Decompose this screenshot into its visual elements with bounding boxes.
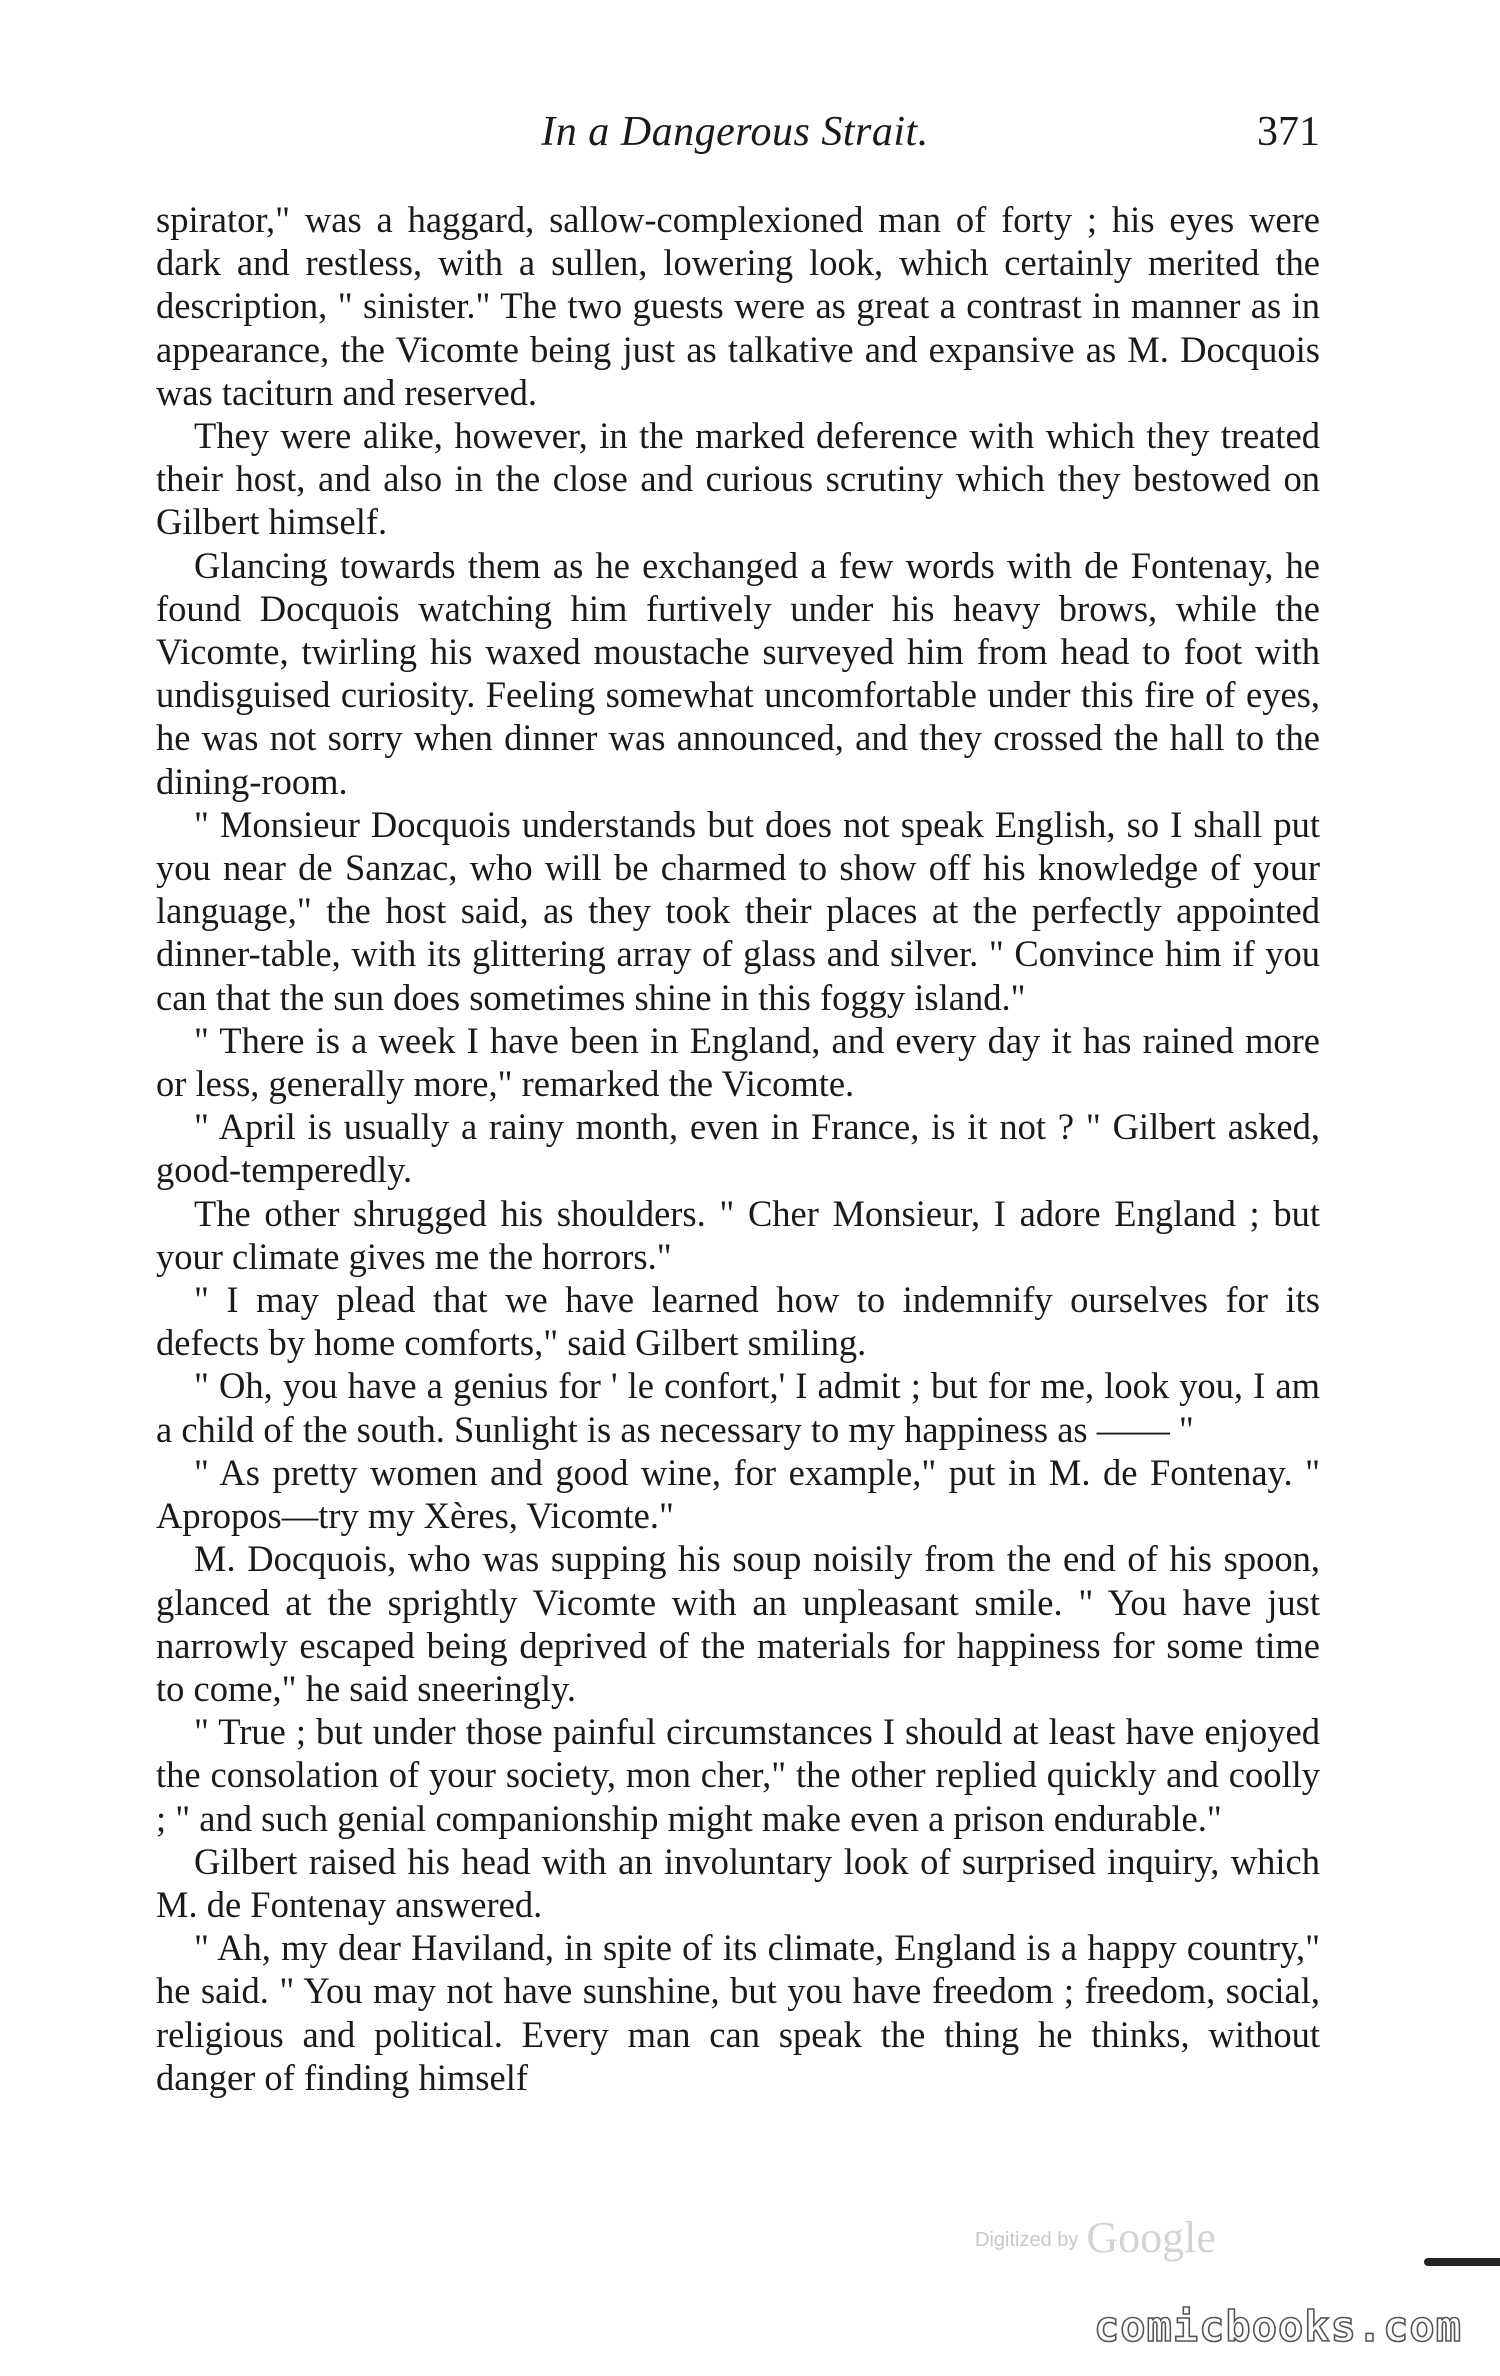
digitized-prefix: Digitized by [975,2229,1079,2251]
page-number: 371 [1257,109,1320,155]
paragraph: Glancing towards them as he exchanged a few words with de Fontenay, he found Docquois watching him furtively under his heavy brows, while the Vicomte, twirling his waxed moustache surveyed him from head to foot with undisguised curiosity. Feeling somewhat uncomfortable under this fire of eyes, he was not sorry when dinner was announced, and they crossed the hall to the dining-room. [156,544,1320,802]
paragraph: " Oh, you have a genius for ' le confort,' I admit ; but for me, look you, I am a child of the south. Sunlight is as necessary to my happiness as —— " [156,1365,1320,1450]
page-header [150,108,1320,168]
running-title: In a Dangerous Strait. [541,109,929,155]
body-text [156,198,1320,2099]
digitized-by-watermark [975,2212,1216,2263]
paragraph: " I may plead that we have learned how to indemnify ourselves for its defects by home comforts," said Gilbert smiling. [156,1279,1320,1364]
paragraph: The other shrugged his shoulders. " Cher Monsieur, I adore England ; but your climate gives me the horrors." [156,1192,1320,1277]
paragraph: M. Docquois, who was supping his soup noisily from the end of his spoon, glanced at the sprightly Vicomte with an unpleasant smile. " You have just narrowly escaped being deprived of the materials for happiness for some time to come," he said sneeringly. [156,1538,1320,1709]
paragraph: They were alike, however, in the marked deference with which they treated their host, and also in the close and curious scrutiny which they bestowed on Gilbert himself. [156,415,1320,543]
paragraph: Gilbert raised his head with an involuntary look of surprised inquiry, which M. de Fontenay answered. [156,1840,1320,1925]
paragraph: " As pretty women and good wine, for example," put in M. de Fontenay. " Apropos—try my Xères, Vicomte." [156,1451,1320,1537]
paragraph: " April is usually a rainy month, even in France, is it not ? " Gilbert asked, good-temperedly. [156,1106,1320,1191]
paragraph: " True ; but under those painful circumstances I should at least have enjoyed the consolation of your society, mon cher," the other replied quickly and coolly ; " and such genial companionship might make even a prison endurable." [156,1711,1320,1839]
paragraph: " Ah, my dear Haviland, in spite of its climate, England is a happy country," he said. " You may not have sunshine, but you have freedom ; freedom, social, religious and political. Every man can speak the thing he thinks, without danger of finding himself [156,1927,1320,2098]
paragraph: spirator," was a haggard, sallow-complexioned man of forty ; his eyes were dark and restless, with a sullen, lowering look, which certainly merited the description, " sinister." The two guests were as great a contrast in manner as in appearance, the Vicomte being just as talkative and expansive as M. Docquois was taciturn and reserved. [156,199,1320,413]
google-wordmark: Google [1086,2213,1216,2262]
page-edge-mark [1424,2258,1500,2266]
paragraph: " Monsieur Docquois understands but does not speak English, so I shall put you near de Sanzac, who will be charmed to show off his knowledge of your language," the host said, as they took their places at the perfectly appointed dinner-table, with its glittering array of glass and silver. " Convince him if you can that the sun does sometimes shine in this foggy island." [156,803,1320,1018]
site-watermark: comicbooks.com [1094,2302,1463,2351]
paragraph: " There is a week I have been in England, and every day it has rained more or less, generally more," remarked the Vicomte. [156,1019,1320,1105]
